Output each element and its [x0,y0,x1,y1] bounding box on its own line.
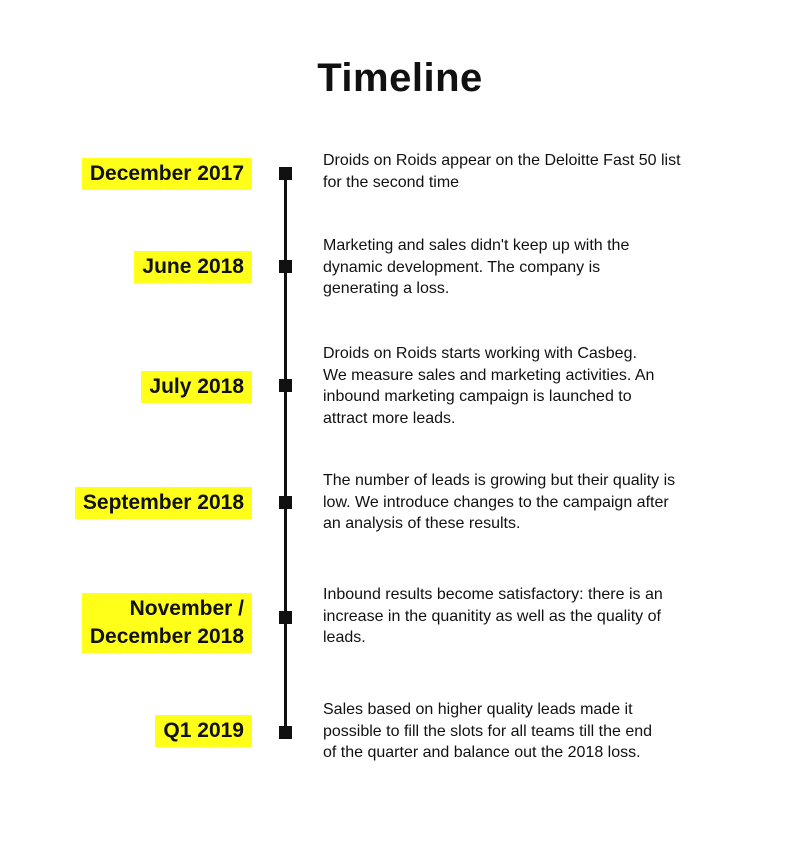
timeline-marker [279,726,292,739]
timeline-marker [279,611,292,624]
event-date-december-2017: December 2017 [82,158,252,190]
timeline-marker [279,260,292,273]
timeline-title: Timeline [317,56,483,100]
event-description: Sales based on higher quality leads made it possible to fill the slots for all teams till the end of the quarter and balance out the 2018 loss. [323,701,653,761]
event-date-q1-2019: Q1 2019 [155,715,252,747]
event-date-june-2018: June 2018 [134,251,252,283]
event-description: Droids on Roids starts working with Casbeg. We measure sales and marketing activities. An inbound marketing campaign is launched to attract more leads. [323,345,655,427]
timeline-axis [284,172,287,734]
event-date-november-december-2018: November / December 2018 [82,593,252,653]
timeline-marker [279,167,292,180]
event-description: Droids on Roids appear on the Deloitte Fast 50 list for the second time [323,152,681,191]
event-date-july-2018: July 2018 [141,371,252,403]
event-description: The number of leads is growing but their quality is low. We introduce changes to the campaign after an analysis of these results. [323,472,676,532]
timeline-marker [279,496,292,509]
timeline-marker [279,379,292,392]
event-description: Inbound results become satisfactory: there is an increase in the quanitity as well as the quality of leads. [323,586,663,646]
event-date-september-2018: September 2018 [75,487,252,519]
event-description: Marketing and sales didn't keep up with the dynamic development. The company is generating a loss. [323,237,630,297]
